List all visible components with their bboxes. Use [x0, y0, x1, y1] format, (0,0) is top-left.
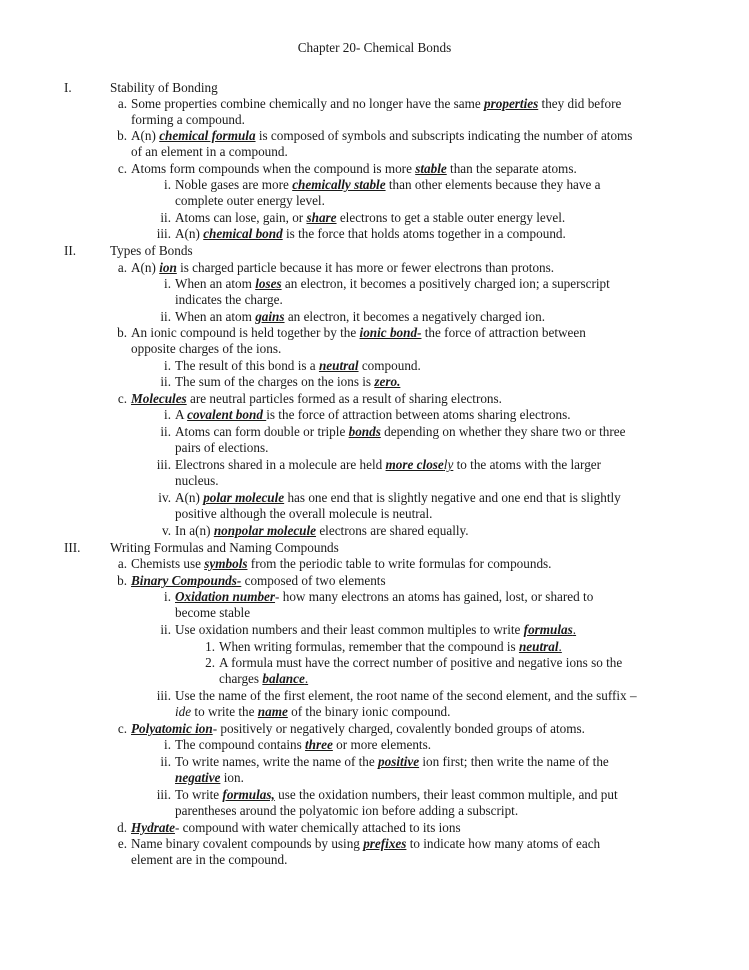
line-text: is the force of attraction between atoms sharing electrons. [266, 407, 571, 422]
line-text: Name binary covalent compounds by using [131, 836, 364, 851]
outline-line [164, 737, 431, 753]
key-term: ion [159, 260, 177, 275]
key-term: name [257, 704, 288, 719]
line-text: When an atom [175, 309, 256, 324]
outline-line [175, 770, 244, 786]
line-text: To write [175, 787, 223, 802]
key-term: formulas [523, 622, 573, 637]
item-label: b. [117, 128, 127, 143]
key-term: nonpolar molecule [213, 523, 317, 538]
line-text: ion first; then write the name of the [419, 754, 609, 769]
outline-line [156, 787, 618, 803]
outline-line [117, 721, 585, 737]
line-text: parentheses around the polyatomic ion before adding a subscript. [175, 803, 519, 818]
item-label: b. [117, 325, 127, 340]
line-text: The result of this bond is a [175, 358, 319, 373]
line-text: positive although the overall molecule is neutral. [175, 506, 433, 521]
item-label: iii. [156, 457, 171, 472]
item-label: 2. [205, 655, 215, 670]
line-text: Some properties combine chemically and no longer have the same [131, 96, 485, 111]
outline-line [160, 374, 401, 390]
item-label: iii. [156, 787, 171, 802]
key-term: chemical bond [203, 226, 283, 241]
line-text: opposite charges of the ions. [131, 341, 282, 356]
item-label: c. [117, 161, 127, 176]
item-label: i. [164, 737, 171, 752]
item-label: c. [117, 721, 127, 736]
line-text: the force of attraction between [421, 325, 586, 340]
key-term: prefixes [363, 836, 407, 851]
outline-line [175, 473, 219, 489]
outline-line [175, 803, 518, 819]
key-term: Hydrate [131, 820, 175, 835]
outline-line [156, 457, 602, 473]
key-term: Polyatomic ion [131, 721, 213, 736]
outline-line [156, 226, 566, 242]
key-term: formulas, [222, 787, 275, 802]
key-term: Oxidation number [175, 589, 276, 604]
outline-line [164, 407, 571, 423]
line-text: nucleus. [175, 473, 219, 488]
line-text: are neutral particles formed as a result of sharing electrons. [186, 391, 502, 406]
key-term: properties [484, 96, 539, 111]
line-text: depending on whether they share two or three [380, 424, 626, 439]
item-label: 1. [205, 639, 215, 654]
line-text: Electrons shared in a molecule are held [175, 457, 386, 472]
line-text: Atoms can form double or triple [175, 424, 349, 439]
line-text: A [175, 407, 188, 422]
line-text: ion. [220, 770, 244, 785]
outline-line [117, 161, 577, 177]
line-text: than the separate atoms. [446, 161, 577, 176]
line-text: A(n) [131, 128, 160, 143]
line-text: When writing formulas, remember that the compound is [219, 639, 519, 654]
line-text: Noble gases are more [175, 177, 293, 192]
line-text: electrons are shared equally. [316, 523, 469, 538]
line-text: become stable [175, 605, 251, 620]
outline-line [175, 704, 450, 720]
line-text: forming a compound. [131, 112, 245, 127]
outline-line [156, 688, 637, 704]
item-label: v. [161, 523, 171, 538]
outline-line [205, 655, 623, 671]
key-term: positive [378, 754, 420, 769]
outline-line [160, 754, 609, 770]
line-text: The sum of the charges on the ions is [175, 374, 375, 389]
section-numeral: II. [64, 243, 77, 258]
key-term: gains [255, 309, 285, 324]
outline-line [117, 391, 502, 407]
outline-line [175, 193, 325, 209]
outline-line [117, 836, 601, 852]
line-text: . [304, 671, 309, 686]
line-text: an electron, it becomes a negatively charged ion. [284, 309, 546, 324]
outline-line [131, 112, 245, 128]
item-label: iv. [158, 490, 171, 505]
line-text: When an atom [175, 276, 256, 291]
outline-line [161, 523, 469, 539]
line-text: - positively or negatively charged, covalently bonded groups of atoms. [212, 721, 585, 736]
outline-line [131, 144, 288, 160]
line-text: of an element in a compound. [131, 144, 288, 159]
item-label: i. [164, 276, 171, 291]
item-label: a. [117, 260, 127, 275]
item-label: d. [117, 820, 127, 835]
outline-line [164, 358, 421, 374]
line-text: ly [443, 457, 454, 472]
outline-line [117, 573, 386, 589]
outline-line [131, 341, 281, 357]
item-label: ii. [160, 210, 171, 225]
key-term: share [306, 210, 337, 225]
line-text: A(n) [175, 490, 204, 505]
line-text: has one end that is slightly negative and one end that is slightly [284, 490, 621, 505]
line-text: is charged particle because it has more or fewer electrons than protons. [176, 260, 555, 275]
line-text: Chemists use [131, 556, 205, 571]
key-term: symbols [204, 556, 248, 571]
outline-line [117, 128, 633, 144]
key-term: stable [415, 161, 447, 176]
outline-line [164, 276, 610, 292]
line-text: complete outer energy level. [175, 193, 325, 208]
line-text: than other elements because they have a [385, 177, 601, 192]
outline-line [205, 639, 562, 655]
item-label: i. [164, 407, 171, 422]
item-label: b. [117, 573, 127, 588]
key-term: balance [262, 671, 305, 686]
line-text: charges [219, 671, 263, 686]
heading-text: Stability of Bonding [110, 80, 218, 95]
key-term: neutral [518, 639, 559, 654]
outline-line [175, 605, 250, 621]
item-label: ii. [160, 424, 171, 439]
outline-line [175, 292, 283, 308]
line-text: from the periodic table to write formulas for compounds. [247, 556, 552, 571]
page-title: Chapter 20- Chemical Bonds [297, 40, 452, 55]
item-label: i. [164, 358, 171, 373]
item-label: e. [117, 836, 127, 851]
key-term: more close [385, 457, 444, 472]
line-text: or more elements. [332, 737, 431, 752]
item-label: i. [164, 589, 171, 604]
outline-line [175, 440, 268, 456]
item-label: iii. [156, 688, 171, 703]
key-term: bonds [348, 424, 381, 439]
outline-line [160, 622, 577, 638]
key-term: negative [175, 770, 221, 785]
line-text: compound. [358, 358, 421, 373]
key-term: zero. [374, 374, 401, 389]
item-label: ii. [160, 622, 171, 637]
outline-line [158, 490, 621, 506]
line-text: - how many electrons an atoms has gained, lost, or shared to [275, 589, 594, 604]
key-term: polar molecule [203, 490, 285, 505]
line-text: . [558, 639, 562, 654]
line-text: indicates the charge. [175, 292, 283, 307]
section-numeral: I. [64, 80, 72, 95]
key-term: chemically stable [292, 177, 386, 192]
line-text: they did before [538, 96, 622, 111]
item-label: a. [117, 96, 127, 111]
outline-line [117, 96, 622, 112]
line-text: The compound contains [175, 737, 306, 752]
item-label: ii. [160, 754, 171, 769]
key-term: Molecules [131, 391, 187, 406]
section-heading [110, 540, 339, 556]
line-text: Use the name of the first element, the root name of the second element, and the suffix – [175, 688, 637, 703]
line-text: A(n) [131, 260, 160, 275]
line-text: is composed of symbols and subscripts indicating the number of atoms [255, 128, 633, 143]
line-text: an electron, it becomes a positively charged ion; a superscript [281, 276, 610, 291]
key-term: chemical formula [159, 128, 256, 143]
outline-line [117, 556, 552, 572]
line-text: An ionic compound is held together by the [131, 325, 360, 340]
section-numeral: III. [64, 540, 81, 555]
item-label: ii. [160, 374, 171, 389]
outline-line [160, 424, 626, 440]
key-term: Binary Compounds- [131, 573, 242, 588]
outline-line [164, 589, 594, 605]
key-term: three [305, 737, 333, 752]
heading-text: Types of Bonds [110, 243, 193, 258]
outline-line [164, 177, 601, 193]
line-text: In a(n) [175, 523, 214, 538]
line-text: to indicate how many atoms of each [406, 836, 601, 851]
line-text: is the force that holds atoms together in a compound. [282, 226, 566, 241]
line-text: Atoms can lose, gain, or [175, 210, 307, 225]
line-text: electrons to get a stable outer energy level. [336, 210, 566, 225]
line-text: ide [175, 704, 192, 719]
line-text: To write names, write the name of the [175, 754, 379, 769]
outline-line [160, 309, 546, 325]
outline-line [175, 506, 432, 522]
item-label: c. [117, 391, 127, 406]
key-term: covalent bond [187, 407, 267, 422]
item-label: ii. [160, 309, 171, 324]
outline-line [117, 260, 555, 276]
key-term: loses [255, 276, 282, 291]
outline-line [160, 210, 566, 226]
line-text: Atoms form compounds when the compound is more [131, 161, 416, 176]
line-text: element are in the compound. [131, 852, 288, 867]
item-label: a. [117, 556, 127, 571]
line-text: pairs of elections. [175, 440, 269, 455]
line-text: A formula must have the correct number of positive and negative ions so the [219, 655, 623, 670]
section-heading [110, 80, 218, 96]
key-term: ionic bond- [359, 325, 422, 340]
line-text: composed of two elements [241, 573, 386, 588]
outline-line [131, 852, 287, 868]
line-text: - compound with water chemically attached to its ions [174, 820, 461, 835]
outline-line [117, 325, 586, 341]
outline-line [117, 820, 461, 836]
section-heading [110, 243, 193, 259]
heading-text: Writing Formulas and Naming Compounds [110, 540, 339, 555]
item-label: i. [164, 177, 171, 192]
line-text: use the oxidation numbers, their least common multiple, and put [274, 787, 618, 802]
line-text: . [572, 622, 577, 637]
item-label: iii. [156, 226, 171, 241]
key-term: neutral [318, 358, 359, 373]
line-text: to the atoms with the larger [453, 457, 602, 472]
line-text: A(n) [175, 226, 204, 241]
outline-line [219, 671, 308, 687]
line-text: Use oxidation numbers and their least common multiples to write [175, 622, 524, 637]
line-text: of the binary ionic compound. [287, 704, 451, 719]
line-text: to write the [191, 704, 258, 719]
